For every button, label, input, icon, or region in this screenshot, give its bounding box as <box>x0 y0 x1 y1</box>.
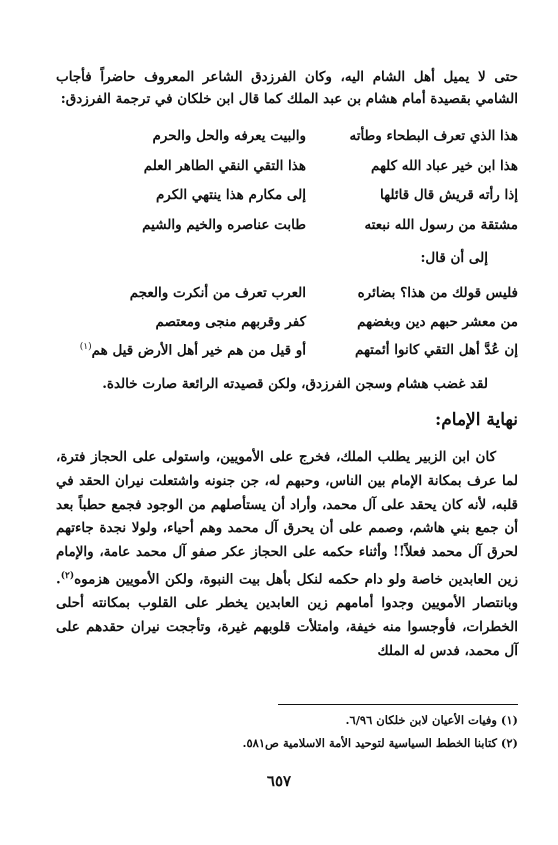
poem-verse <box>56 342 518 362</box>
verse-first-hemistich: إذا رأته قريش قال قائلها <box>380 187 518 203</box>
verse-second-hemistich: والبيت يعرفه والحل والحرم <box>152 128 306 144</box>
after-poem-line: لقد غضب هشام وسجن الفرزدق، ولكن قصيدته الرائعة صارت خالدة. <box>102 376 488 392</box>
verse-first-hemistich: هذا ابن خير عباد الله كلهم <box>370 158 518 174</box>
poem-verse <box>56 314 518 334</box>
footnote: (٢) كتابنا الخطط السياسية لتوحيد الأمة الاسلامية ص٥٨١. <box>242 736 518 750</box>
verse-second-hemistich: إلى مكارم هذا ينتهي الكرم <box>155 187 306 203</box>
verse-second-hemistich: أو قيل من هم خير أهل الأرض قيل هم$^{(١)}$ <box>79 342 306 359</box>
poem-verse <box>56 285 518 305</box>
poem-verse <box>56 217 518 237</box>
poem-verse <box>56 158 518 178</box>
verse-second-hemistich: طابت عناصره والخيم والشيم <box>142 217 306 233</box>
verse-first-hemistich: مشتقة من رسول الله نبعته <box>364 217 518 233</box>
verse-first-hemistich: من معشر حبهم دين وبغضهم <box>357 314 518 330</box>
verse-second-hemistich: العرب تعرف من أنكرت والعجم <box>129 285 306 301</box>
page-number: ٦٥٧ <box>266 772 292 790</box>
intro-paragraph: حتى لا يميل أهل الشام اليه، وكان الفرزدق الشاعر المعروف حاضراً فأجاب الشامي بقصيدة أمام هشام بن عبد الملك كما قال ابن خلكان في ترجمة الفرزدق: <box>56 69 518 107</box>
verse-second-hemistich: كفر وقربهم منجى ومعتصم <box>155 314 306 330</box>
verse-first-hemistich: فليس قولك من هذا؟ بضائره <box>357 285 518 301</box>
footnote-divider <box>278 704 518 705</box>
verse-second-hemistich: هذا التقي النقي الطاهر العلم <box>143 158 306 174</box>
body-paragraph: كان ابن الزبير يطلب الملك، فخرج على الأمويين، واستولى على الحجاز فترة، لما عرف بمكانة الإمام بين الناس، وحبهم له، جن جنونه واشتعلت نيران الحقد في قلبه، لأنه كان يحقد على آل محمد، وأراد أن يستأصلهم من الوجود فجمع حطباً بعد أن جمع بني هاشم، وصمم على أن يحرق آل محمد وهم أحياء، ولولا نجدة جاءتهم لحرق آل محمد فعلاً!! وأثناء حكمه على الحجاز عكر صفو آل محمد عامة، والإمام زين العابدين خاصة ولو دام حكمه لنكل بأهل بيت النبوة، ولكن الأمويين هزموه$^{(٢)}$. وبانتصار الأمويين وجدوا أمامهم زين العابدين يخطر على القلوب بمكانته أحلى الخطرات، فأوجسوا منه خيفة، وامتلأت قلوبهم غيرة، وتأججت نيران حقدهم على آل محمد، فدس له الملك <box>56 449 518 659</box>
verse-first-hemistich: هذا الذي تعرف البطحاء وطأته <box>349 128 518 144</box>
verse-first-hemistich: إن عُدَّ أهل التقي كانوا أئمتهم <box>354 342 518 358</box>
poem-verse <box>56 187 518 207</box>
poem-verse <box>56 128 518 148</box>
poem-continuation-label: إلى أن قال: <box>420 250 488 266</box>
footnote-marker: (١) <box>79 342 92 352</box>
footnote: (١) وفيات الأعيان لابن خلكان ٦/٩٦. <box>345 713 518 727</box>
section-heading: نهاية الإمام: <box>434 410 518 430</box>
footnote-marker: (٢) <box>60 570 75 581</box>
